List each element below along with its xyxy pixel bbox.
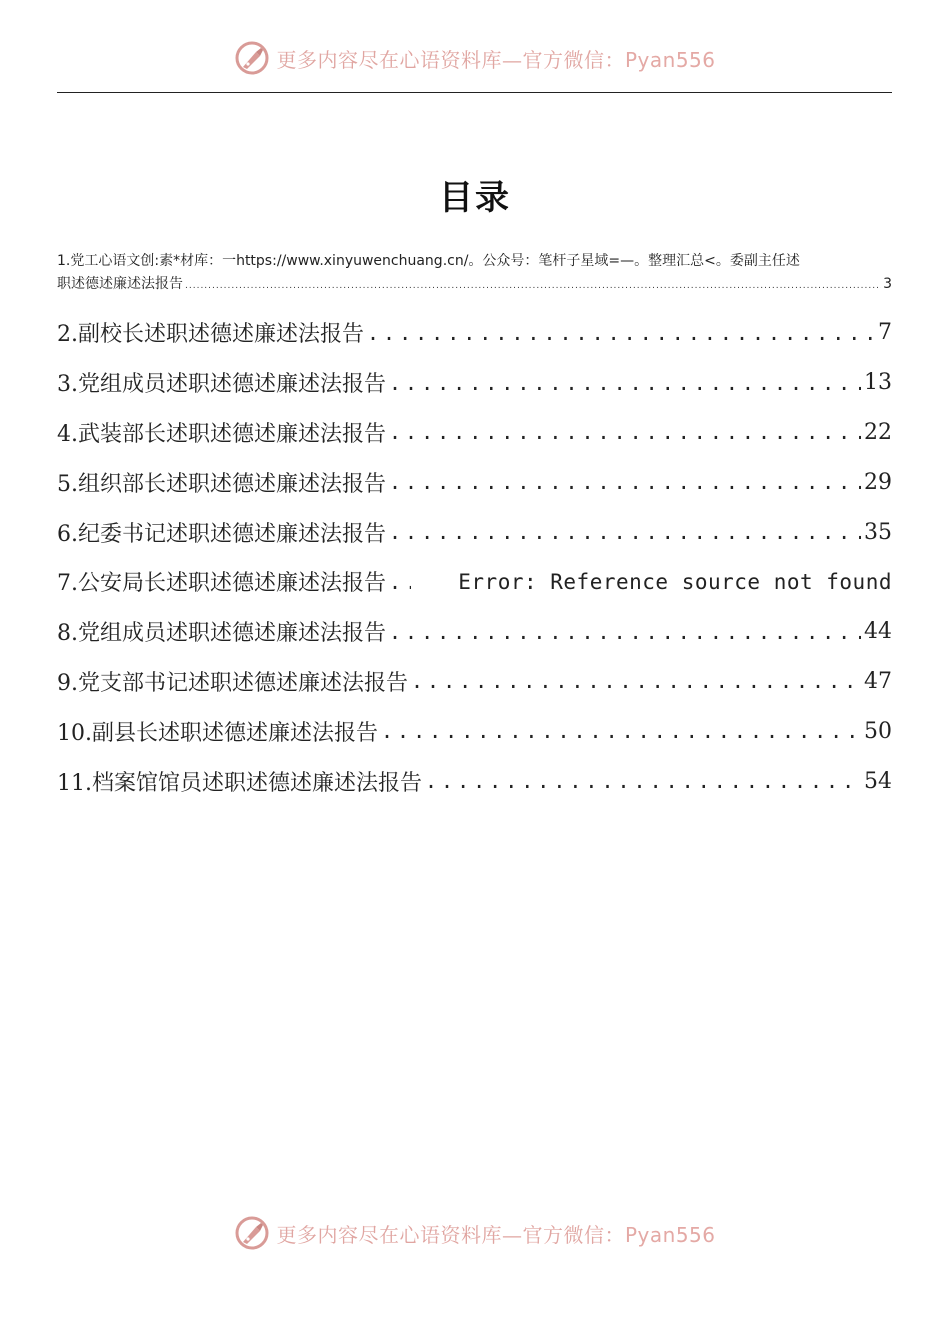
- dot-leader: [381, 719, 861, 743]
- toc-entry[interactable]: [57, 557, 892, 607]
- dot-leader: [185, 275, 881, 298]
- toc-entry[interactable]: [57, 507, 892, 557]
- banner-text: [276, 1219, 715, 1248]
- toc-list: [57, 308, 892, 806]
- toc-entry-label: 4.武装部长述职述德述廉述法报告: [57, 421, 386, 447]
- toc-entry-page: 44: [864, 619, 892, 645]
- dot-leader: [411, 669, 861, 693]
- banner-slogan: 更多内容尽在心语资料库—官方微信：: [276, 47, 625, 72]
- toc-entry-page: 29: [864, 469, 892, 495]
- toc-entry-page: 50: [864, 718, 892, 744]
- toc-entry-1-line2: 职述德述廉述法报告: [57, 276, 183, 292]
- toc-entry[interactable]: [57, 358, 892, 408]
- toc-entry-label: 9.党支部书记述职述德述廉述法报告: [57, 670, 408, 696]
- header-rule: [57, 92, 892, 93]
- toc-entry-page: 13: [864, 370, 892, 396]
- dot-leader: [389, 570, 411, 594]
- banner-slogan: 更多内容尽在心语资料库—官方微信：: [276, 1222, 625, 1247]
- banner-wechat-id: Pyan556: [624, 47, 716, 72]
- dot-leader: [389, 520, 861, 544]
- toc-entry-1-page: 3: [883, 276, 892, 292]
- toc-entry-label: 5.组织部长述职述德述廉述法报告: [57, 471, 386, 497]
- footer-banner: [0, 1211, 950, 1255]
- toc-entry-page: 7: [878, 320, 892, 346]
- toc-entry-label: 8.党组成员述职述德述廉述法报告: [57, 621, 386, 647]
- toc-entry-page: 54: [864, 768, 892, 794]
- dot-leader: [389, 371, 861, 395]
- toc-entry-1-line1: 1.党工心语文创:素*材库：一https://www.xinyuwenchuang.cn/。公众号：笔杆子星域=—。整理汇总<。委副主任述: [57, 253, 800, 269]
- toc-entry-label: 11.档案馆馆员述职述德述廉述法报告: [57, 770, 422, 796]
- toc-entry[interactable]: [57, 457, 892, 507]
- pen-nib-logo-icon: [234, 1215, 270, 1251]
- dot-leader: [389, 620, 861, 644]
- toc-entry-page: 47: [864, 668, 892, 694]
- toc-entry-label: 2.副校长述职述德述廉述法报告: [57, 322, 364, 348]
- toc-entry[interactable]: [57, 408, 892, 458]
- toc-entry-1[interactable]: [57, 250, 892, 298]
- toc-entry-label: 3.党组成员述职述德述廉述法报告: [57, 372, 386, 398]
- toc-entry-label: 10.副县长述职述德述廉述法报告: [57, 720, 378, 746]
- dot-leader: [389, 420, 861, 444]
- toc-entry-page: 35: [864, 519, 892, 545]
- dot-leader: [425, 769, 861, 793]
- dot-leader: [389, 470, 861, 494]
- toc-entry[interactable]: [57, 607, 892, 657]
- toc-entry-label: 6.纪委书记述职述德述廉述法报告: [57, 521, 386, 547]
- toc-entry-label: 7.公安局长述职述德述廉述法报告: [57, 571, 386, 597]
- page-title: 目录: [439, 178, 511, 218]
- banner-wechat-id: Pyan556: [624, 1222, 716, 1247]
- toc-entry[interactable]: [57, 756, 892, 806]
- toc-entry-page: 22: [864, 419, 892, 445]
- toc-entry[interactable]: [57, 308, 892, 358]
- toc-entry[interactable]: [57, 657, 892, 707]
- header-banner: [0, 36, 950, 80]
- pen-nib-logo-icon: [234, 40, 270, 76]
- toc-entry[interactable]: [57, 706, 892, 756]
- toc-entry-page-error: Error: Reference source not found: [458, 569, 892, 594]
- banner-text: [276, 44, 715, 73]
- dot-leader: [367, 321, 875, 345]
